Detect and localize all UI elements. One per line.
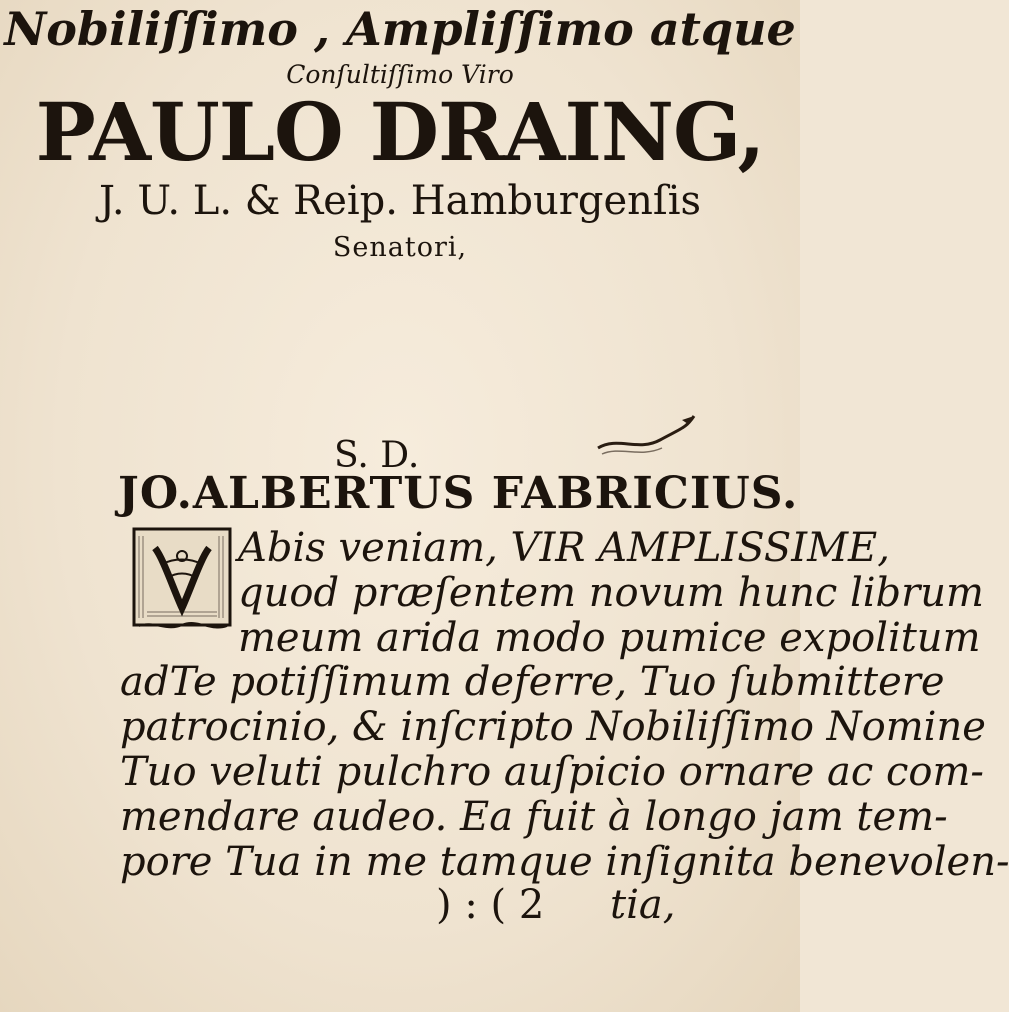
body-line: Tuo veluti pulchro auſpicio ornare ac com- (120, 749, 984, 795)
recipient-name: PAULO DRAING, (35, 85, 765, 179)
catchword: tia, (610, 882, 676, 928)
body-line: adTe potiſſimum deferre, Tuo ſubmittere (120, 659, 945, 705)
dedication-line-1: Nobiliſſimo , Ampliſſimo atque (4, 2, 796, 56)
body-line: patrocinio, & inſcripto Nobiliſſimo Nomine (120, 704, 986, 750)
body-line: pore Tua in me tamque inſignita benevolen- (120, 839, 1009, 885)
recipient-office: Senatori, (332, 232, 468, 263)
decorated-initial-icon (133, 528, 231, 632)
salutation: S. D. (334, 435, 420, 476)
dedication-line-2: Conſultiſſimo Viro (286, 60, 514, 89)
body-line: Abis veniam, VIR AMPLISSIME, (238, 525, 890, 571)
body-line: mendare audeo. Ea fuit à longo jam tem- (120, 794, 948, 840)
author-name: JO.ALBERTUS FABRICIUS. (118, 468, 799, 519)
flourish-ornament-icon (590, 408, 700, 468)
signature-mark: ) : ( 2 (436, 882, 545, 928)
body-line: meum arida modo pumice expolitum (238, 615, 981, 661)
recipient-title: J. U. L. & Reip. Hamburgenſis (98, 178, 702, 224)
body-line: quod præſentem novum hunc librum (238, 570, 984, 616)
